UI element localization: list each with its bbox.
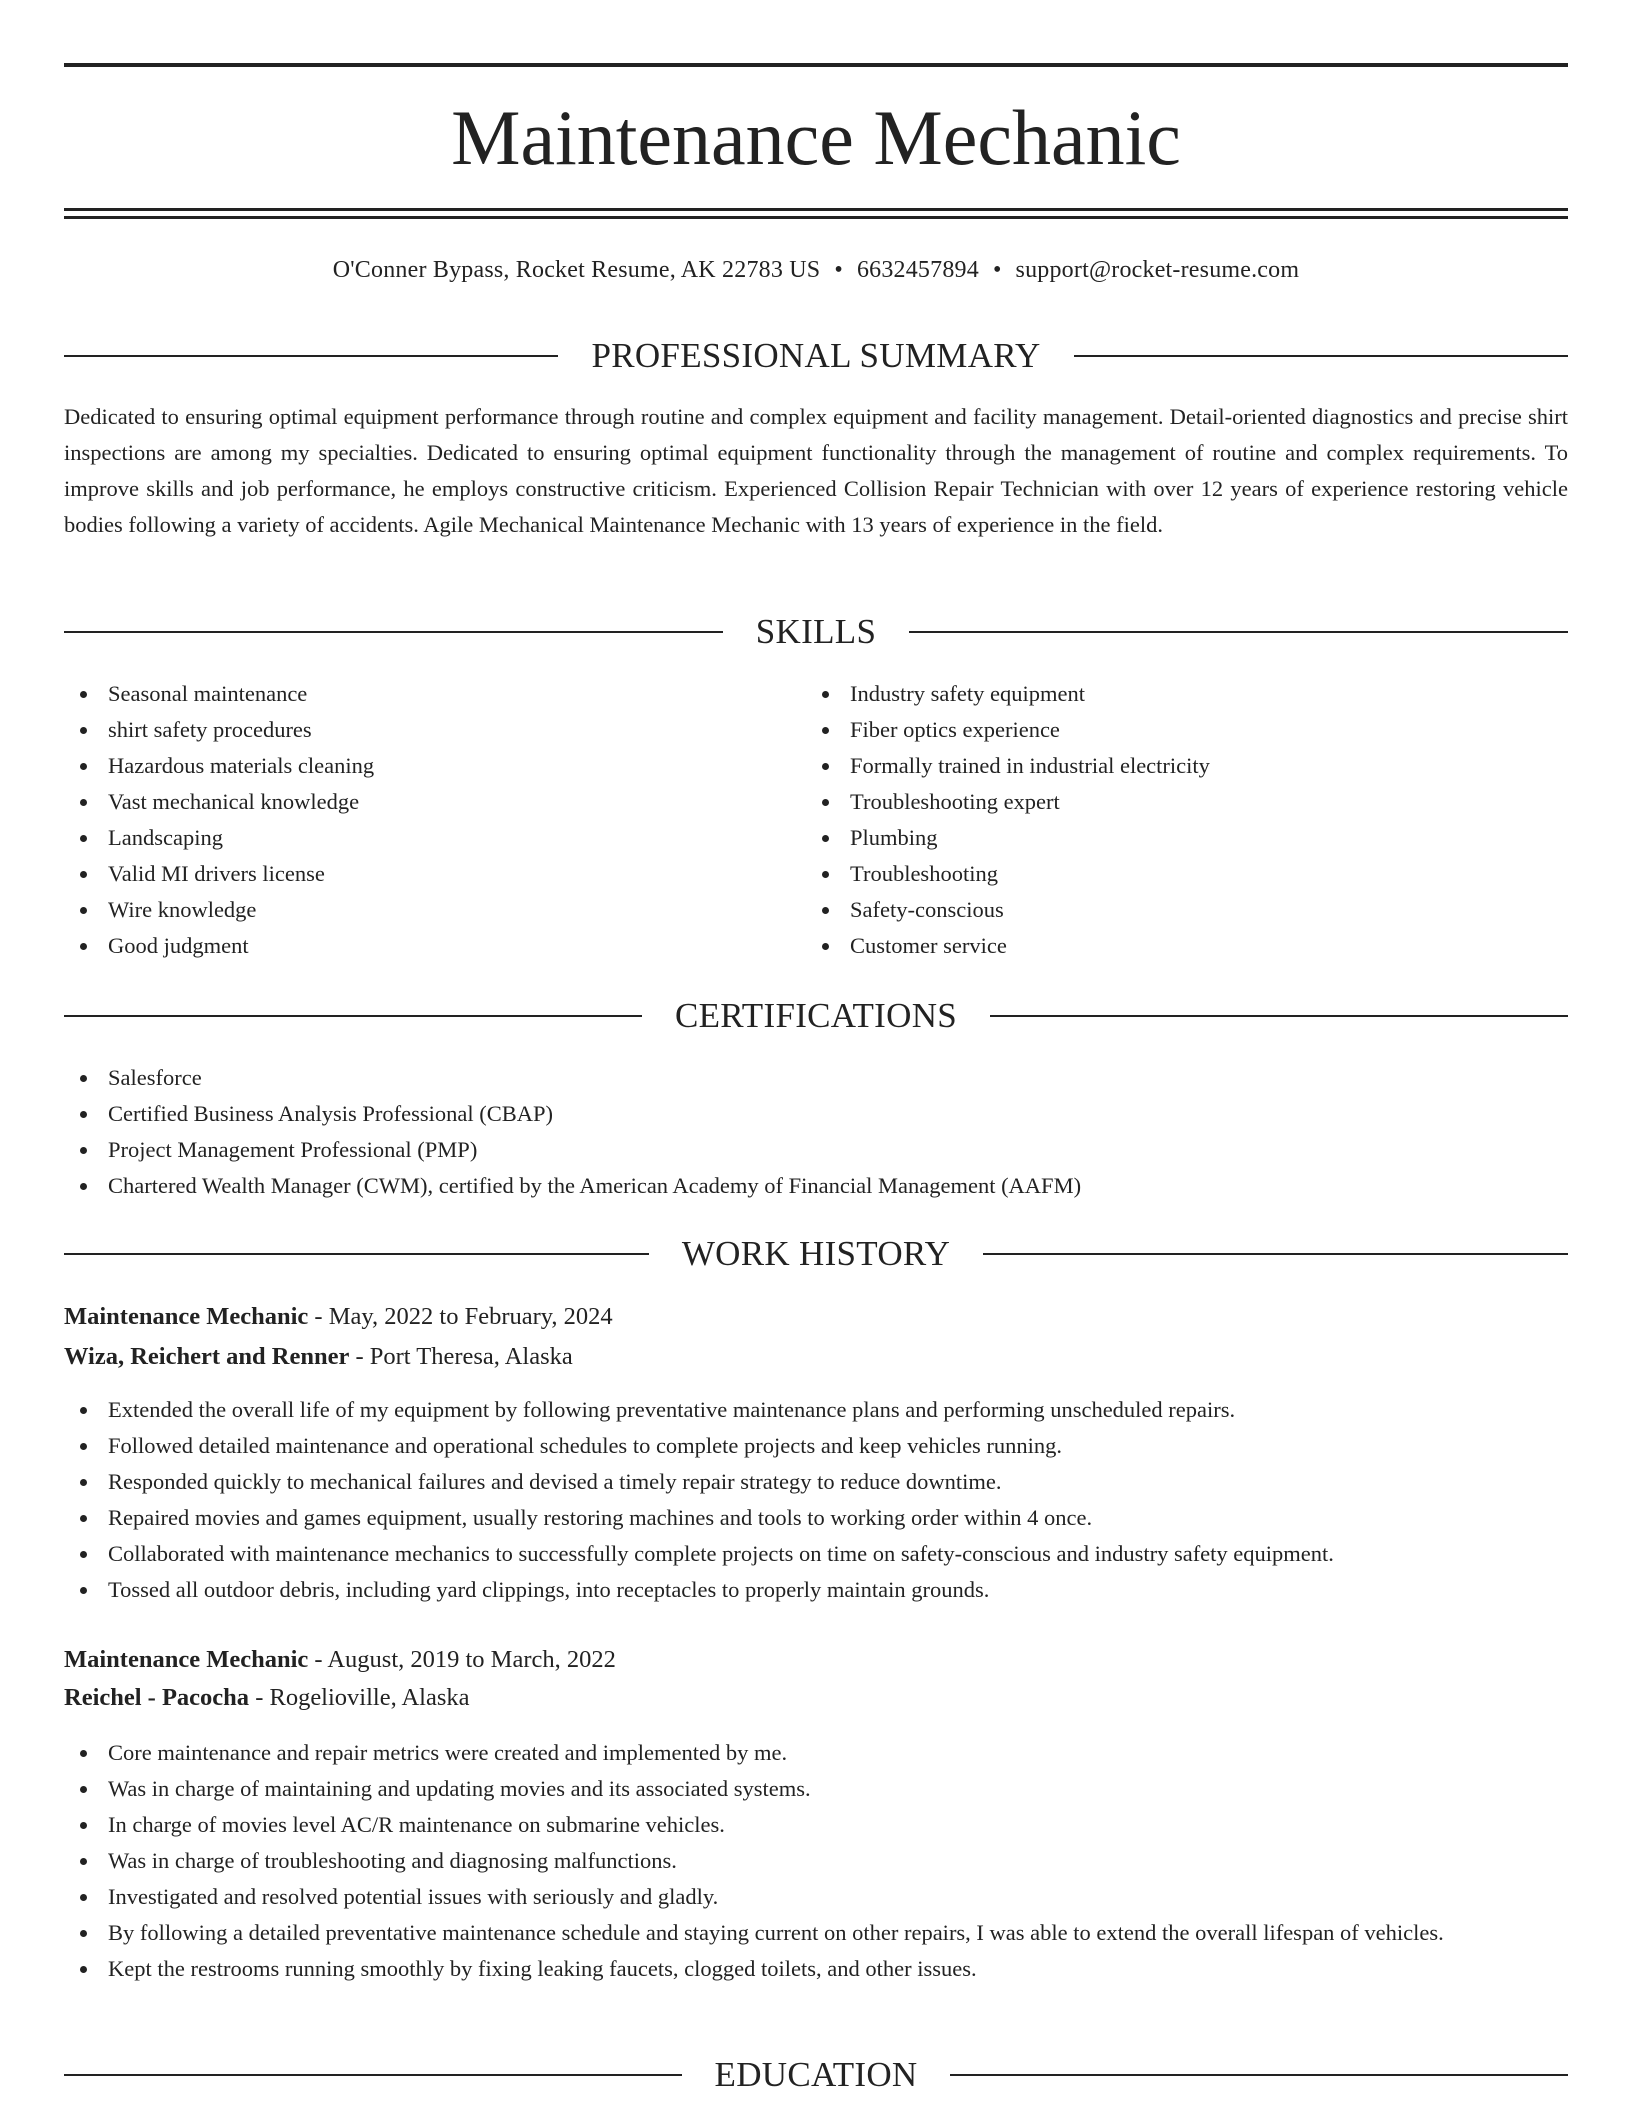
job-bullet: Collaborated with maintenance mechanics to successfully complete projects on time on safety-conscious and industry safety equipment. — [64, 1536, 1568, 1572]
skill-item: Fiber optics experience — [806, 712, 1566, 748]
title-rule-upper — [64, 208, 1568, 211]
section-heading-text: WORK HISTORY — [681, 1234, 951, 1273]
skill-item: shirt safety procedures — [64, 712, 804, 748]
section-heading-work-history — [64, 1234, 1568, 1274]
job-bullet: Responded quickly to mechanical failures and devised a timely repair strategy to reduce downtime. — [64, 1464, 1568, 1500]
job-company: Reichel - Pacocha — [64, 1684, 250, 1711]
section-heading-text: SKILLS — [755, 612, 877, 651]
job-bullet: Core maintenance and repair metrics were created and implemented by me. — [64, 1735, 1568, 1771]
section-heading-text: PROFESSIONAL SUMMARY — [591, 336, 1041, 375]
title-rule-lower — [64, 216, 1568, 219]
skills-list-left — [64, 676, 804, 964]
heading-rule — [64, 631, 723, 633]
job-company-line — [64, 1680, 1568, 1716]
certification-item: Salesforce — [64, 1060, 1568, 1096]
job-bullet: Kept the restrooms running smoothly by fixing leaking faucets, clogged toilets, and other issues. — [64, 1951, 1568, 1987]
heading-rule — [64, 1253, 649, 1255]
job-title-line — [64, 1642, 1568, 1678]
heading-rule — [909, 631, 1568, 633]
skill-item: Safety-conscious — [806, 892, 1566, 928]
job-company-line — [64, 1339, 1568, 1375]
skill-item: Customer service — [806, 928, 1566, 964]
heading-rule — [990, 1015, 1568, 1017]
contact-separator: • — [834, 257, 843, 283]
skill-item: Vast mechanical knowledge — [64, 784, 804, 820]
job-bullet: Repaired movies and games equipment, usually restoring machines and tools to working order within 4 once. — [64, 1500, 1568, 1536]
certification-item: Project Management Professional (PMP) — [64, 1132, 1568, 1168]
skill-item: Seasonal maintenance — [64, 676, 804, 712]
contact-email: support@rocket-resume.com — [1015, 257, 1300, 283]
contact-line — [64, 252, 1568, 288]
skill-item: Industry safety equipment — [806, 676, 1566, 712]
section-heading-summary — [64, 336, 1568, 376]
job-location: - Rogelioville, Alaska — [249, 1684, 470, 1711]
heading-rule — [1074, 355, 1568, 357]
job-location: - Port Theresa, Alaska — [349, 1343, 573, 1370]
job-bullet: Followed detailed maintenance and operational schedules to complete projects and keep vehicles running. — [64, 1428, 1568, 1464]
job-title: Maintenance Mechanic — [64, 1646, 309, 1673]
skill-item: Landscaping — [64, 820, 804, 856]
heading-rule — [64, 355, 558, 357]
job-dates: - May, 2022 to February, 2024 — [308, 1303, 613, 1330]
job-bullets — [64, 1392, 1568, 1608]
skill-item: Valid MI drivers license — [64, 856, 804, 892]
heading-rule — [983, 1253, 1568, 1255]
job-company: Wiza, Reichert and Renner — [64, 1343, 350, 1370]
job-bullet: By following a detailed preventative maintenance schedule and staying current on other repairs, I was able to extend the overall lifespan of vehicles. — [64, 1915, 1568, 1951]
contact-address: O'Conner Bypass, Rocket Resume, AK 22783 US — [332, 257, 821, 283]
summary-paragraph: Dedicated to ensuring optimal equipment performance through routine and complex equipment and facility management. Detail-oriented diagnostics and precise shirt inspections are among my specialties. Dedicated to ensuring optimal equipment functionality through the management of routine and complex requirements. To improve skills and job performance, he employs constructive criticism. Experienced Collision Repair Technician with over 12 years of experience restoring vehicle bodies following a variety of accidents. Agile Mechanical Maintenance Mechanic with 13 years of experience in the field. — [64, 404, 1568, 537]
top-rule — [64, 63, 1568, 67]
skills-list-right — [806, 676, 1566, 964]
section-heading-education — [64, 2055, 1568, 2095]
certifications-list — [64, 1060, 1568, 1204]
job-bullet: Investigated and resolved potential issues with seriously and gladly. — [64, 1879, 1568, 1915]
skill-item: Good judgment — [64, 928, 804, 964]
certification-item: Certified Business Analysis Professional (CBAP) — [64, 1096, 1568, 1132]
skill-item: Troubleshooting — [806, 856, 1566, 892]
section-heading-text: CERTIFICATIONS — [674, 996, 958, 1035]
heading-rule — [64, 2074, 682, 2076]
job-dates: - August, 2019 to March, 2022 — [308, 1646, 616, 1673]
contact-phone: 6632457894 — [856, 257, 979, 283]
job-bullet: Was in charge of maintaining and updating movies and its associated systems. — [64, 1771, 1568, 1807]
section-heading-skills — [64, 612, 1568, 652]
skill-item: Formally trained in industrial electricity — [806, 748, 1566, 784]
job-bullets — [64, 1735, 1568, 1987]
job-bullet: Tossed all outdoor debris, including yard clippings, into receptacles to properly maintain grounds. — [64, 1572, 1568, 1608]
job-bullet: In charge of movies level AC/R maintenance on submarine vehicles. — [64, 1807, 1568, 1843]
contact-separator: • — [992, 257, 1002, 283]
section-heading-text: EDUCATION — [714, 2055, 918, 2094]
job-title-line — [64, 1299, 1568, 1335]
job-bullet: Extended the overall life of my equipment by following preventative maintenance plans and performing unscheduled repairs. — [64, 1392, 1568, 1428]
skill-item: Hazardous materials cleaning — [64, 748, 804, 784]
skill-item: Wire knowledge — [64, 892, 804, 928]
skill-item: Troubleshooting expert — [806, 784, 1566, 820]
section-heading-certifications — [64, 996, 1568, 1036]
job-bullet: Was in charge of troubleshooting and diagnosing malfunctions. — [64, 1843, 1568, 1879]
job-title: Maintenance Mechanic — [64, 1303, 309, 1330]
resume-title: Maintenance Mechanic — [451, 94, 1181, 181]
heading-rule — [64, 1015, 642, 1017]
heading-rule — [950, 2074, 1568, 2076]
skill-item: Plumbing — [806, 820, 1566, 856]
certification-item: Chartered Wealth Manager (CWM), certified by the American Academy of Financial Management (AAFM) — [64, 1168, 1568, 1204]
